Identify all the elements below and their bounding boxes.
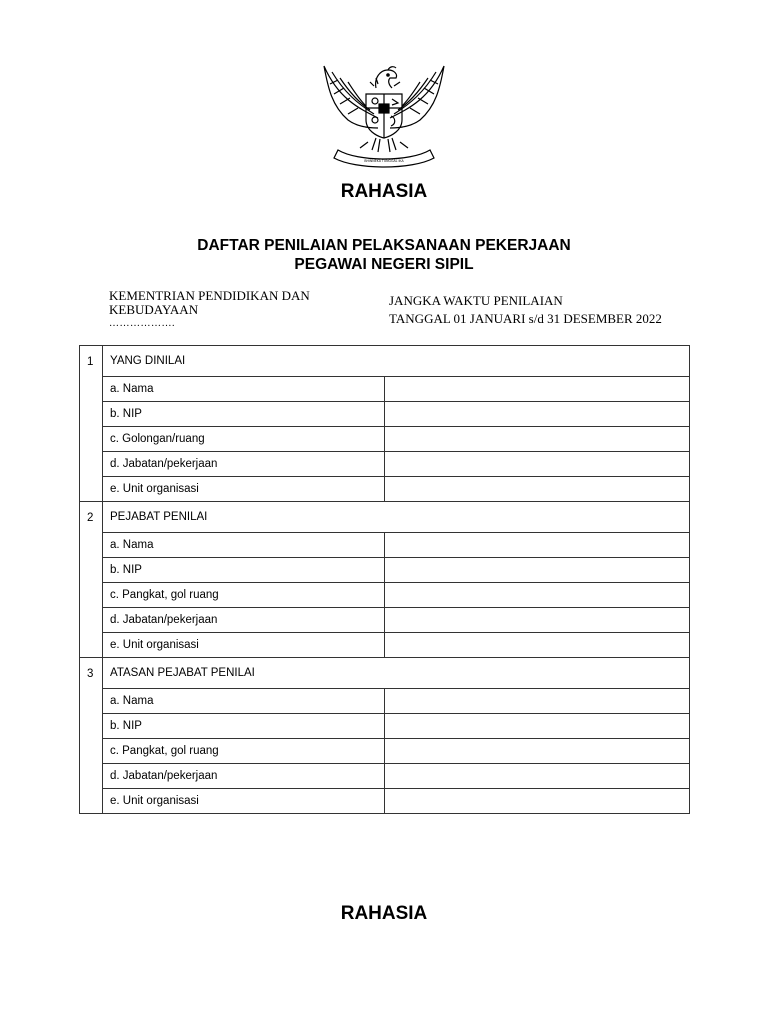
section-title: ATASAN PEJABAT PENILAI	[103, 658, 690, 689]
nip-value-field[interactable]	[385, 402, 690, 427]
form-row	[80, 583, 690, 608]
name-value-field[interactable]	[385, 689, 690, 714]
document-title: DAFTAR PENILAIAN PELAKSANAAN PEKERJAAN	[197, 237, 571, 254]
unit-value-field[interactable]	[385, 789, 690, 814]
field-label: d. Jabatan/pekerjaan	[103, 764, 385, 789]
field-label: c. Pangkat, gol ruang	[103, 583, 385, 608]
period-dates: TANGGAL 01 JANUARI s/d 31 DESEMBER 2022	[389, 311, 662, 326]
form-row	[80, 789, 690, 814]
form-row	[80, 608, 690, 633]
unit-value-field[interactable]	[385, 477, 690, 502]
name-value-field[interactable]	[385, 533, 690, 558]
agency-line-1: KEMENTRIAN PENDIDIKAN DAN	[109, 288, 310, 303]
assessment-form-table	[79, 345, 690, 814]
field-label: b. NIP	[103, 558, 385, 583]
form-row	[80, 477, 690, 502]
field-label: d. Jabatan/pekerjaan	[103, 452, 385, 477]
section-header-row	[80, 346, 690, 377]
unit-value-field[interactable]	[385, 633, 690, 658]
section-title: PEJABAT PENILAI	[103, 502, 690, 533]
field-label: e. Unit organisasi	[103, 633, 385, 658]
field-label: c. Golongan/ruang	[103, 427, 385, 452]
field-label: b. NIP	[103, 714, 385, 739]
field-label: e. Unit organisasi	[103, 789, 385, 814]
period-label: JANGKA WAKTU PENILAIAN	[389, 293, 563, 308]
name-value-field[interactable]	[385, 377, 690, 402]
section-number: 1	[80, 346, 103, 502]
section-number: 2	[80, 502, 103, 658]
field-label: d. Jabatan/pekerjaan	[103, 608, 385, 633]
form-row	[80, 633, 690, 658]
field-label: c. Pangkat, gol ruang	[103, 739, 385, 764]
nip-value-field[interactable]	[385, 558, 690, 583]
position-value-field[interactable]	[385, 608, 690, 633]
form-row	[80, 689, 690, 714]
form-row	[80, 427, 690, 452]
rank-value-field[interactable]	[385, 583, 690, 608]
form-row	[80, 452, 690, 477]
agency-dots: ……………….	[109, 318, 175, 329]
section-header-row	[80, 502, 690, 533]
field-label: a. Nama	[103, 377, 385, 402]
garuda-pancasila-emblem-icon	[318, 58, 450, 170]
svg-text:BHINNEKA TUNGGAL IKA: BHINNEKA TUNGGAL IKA	[364, 159, 404, 163]
field-label: a. Nama	[103, 533, 385, 558]
nip-value-field[interactable]	[385, 714, 690, 739]
rank-value-field[interactable]	[385, 739, 690, 764]
agency-line-2: KEBUDAYAAN	[109, 302, 199, 317]
position-value-field[interactable]	[385, 764, 690, 789]
field-label: a. Nama	[103, 689, 385, 714]
form-row	[80, 377, 690, 402]
form-row	[80, 764, 690, 789]
form-row	[80, 714, 690, 739]
form-row	[80, 533, 690, 558]
form-row	[80, 739, 690, 764]
classification-top: RAHASIA	[340, 181, 428, 202]
section-title: YANG DINILAI	[103, 346, 690, 377]
classification-bottom: RAHASIA	[340, 903, 428, 924]
form-row	[80, 558, 690, 583]
document-subtitle: PEGAWAI NEGERI SIPIL	[294, 256, 474, 273]
field-label: b. NIP	[103, 402, 385, 427]
field-label: e. Unit organisasi	[103, 477, 385, 502]
rank-value-field[interactable]	[385, 427, 690, 452]
section-number: 3	[80, 658, 103, 814]
section-header-row	[80, 658, 690, 689]
position-value-field[interactable]	[385, 452, 690, 477]
form-row	[80, 402, 690, 427]
